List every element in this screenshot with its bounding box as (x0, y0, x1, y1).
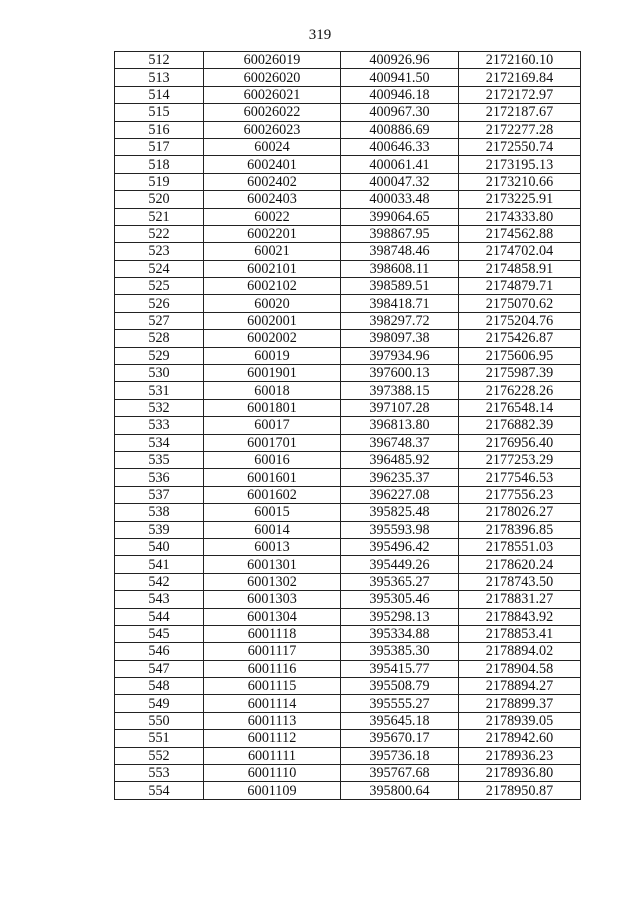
x-coordinate-cell: 398608.11 (341, 260, 459, 277)
row-index-cell: 551 (115, 730, 204, 747)
point-id-cell: 60026019 (204, 52, 341, 69)
point-id-cell: 60013 (204, 538, 341, 555)
table-row (115, 643, 581, 660)
row-index-cell: 554 (115, 782, 204, 799)
point-id-cell: 60018 (204, 382, 341, 399)
x-coordinate-cell: 395415.77 (341, 660, 459, 677)
x-coordinate-cell: 395496.42 (341, 538, 459, 555)
x-coordinate-cell: 396235.37 (341, 469, 459, 486)
y-coordinate-cell: 2172169.84 (459, 69, 581, 86)
x-coordinate-cell: 395593.98 (341, 521, 459, 538)
point-id-cell: 6001304 (204, 608, 341, 625)
table-row (115, 730, 581, 747)
x-coordinate-cell: 398097.38 (341, 330, 459, 347)
point-id-cell: 6002101 (204, 260, 341, 277)
point-id-cell: 6001302 (204, 573, 341, 590)
x-coordinate-cell: 395385.30 (341, 643, 459, 660)
table-row (115, 556, 581, 573)
y-coordinate-cell: 2178899.37 (459, 695, 581, 712)
x-coordinate-cell: 397388.15 (341, 382, 459, 399)
y-coordinate-cell: 2177253.29 (459, 451, 581, 468)
table-row (115, 382, 581, 399)
x-coordinate-cell: 397600.13 (341, 365, 459, 382)
point-id-cell: 60021 (204, 243, 341, 260)
row-index-cell: 546 (115, 643, 204, 660)
point-id-cell: 6001116 (204, 660, 341, 677)
y-coordinate-cell: 2173225.91 (459, 191, 581, 208)
x-coordinate-cell: 396227.08 (341, 486, 459, 503)
x-coordinate-cell: 398589.51 (341, 278, 459, 295)
point-id-cell: 60026022 (204, 104, 341, 121)
x-coordinate-cell: 399064.65 (341, 208, 459, 225)
y-coordinate-cell: 2172187.67 (459, 104, 581, 121)
point-id-cell: 60017 (204, 417, 341, 434)
y-coordinate-cell: 2177556.23 (459, 486, 581, 503)
table-row (115, 208, 581, 225)
row-index-cell: 523 (115, 243, 204, 260)
y-coordinate-cell: 2176548.14 (459, 399, 581, 416)
point-id-cell: 60014 (204, 521, 341, 538)
y-coordinate-cell: 2178620.24 (459, 556, 581, 573)
point-id-cell: 6001112 (204, 730, 341, 747)
table-row (115, 312, 581, 329)
y-coordinate-cell: 2174858.91 (459, 260, 581, 277)
row-index-cell: 514 (115, 86, 204, 103)
x-coordinate-cell: 395767.68 (341, 765, 459, 782)
x-coordinate-cell: 400886.69 (341, 121, 459, 138)
y-coordinate-cell: 2172160.10 (459, 52, 581, 69)
point-id-cell: 60024 (204, 138, 341, 155)
point-id-cell: 60019 (204, 347, 341, 364)
x-coordinate-cell: 400946.18 (341, 86, 459, 103)
y-coordinate-cell: 2178843.92 (459, 608, 581, 625)
y-coordinate-cell: 2178743.50 (459, 573, 581, 590)
point-id-cell: 6002102 (204, 278, 341, 295)
table-row (115, 173, 581, 190)
table-row (115, 573, 581, 590)
coordinates-table-body (115, 52, 581, 800)
point-id-cell: 6001111 (204, 747, 341, 764)
row-index-cell: 545 (115, 625, 204, 642)
row-index-cell: 550 (115, 712, 204, 729)
y-coordinate-cell: 2178853.41 (459, 625, 581, 642)
table-row (115, 434, 581, 451)
x-coordinate-cell: 398297.72 (341, 312, 459, 329)
y-coordinate-cell: 2173210.66 (459, 173, 581, 190)
table-row (115, 504, 581, 521)
table-row (115, 678, 581, 695)
row-index-cell: 544 (115, 608, 204, 625)
table-row (115, 765, 581, 782)
x-coordinate-cell: 396485.92 (341, 451, 459, 468)
x-coordinate-cell: 400061.41 (341, 156, 459, 173)
table-row (115, 121, 581, 138)
row-index-cell: 532 (115, 399, 204, 416)
row-index-cell: 519 (115, 173, 204, 190)
table-row (115, 278, 581, 295)
point-id-cell: 6001110 (204, 765, 341, 782)
x-coordinate-cell: 395670.17 (341, 730, 459, 747)
table-row (115, 69, 581, 86)
row-index-cell: 553 (115, 765, 204, 782)
x-coordinate-cell: 400047.32 (341, 173, 459, 190)
table-row (115, 608, 581, 625)
point-id-cell: 60026023 (204, 121, 341, 138)
point-id-cell: 6001118 (204, 625, 341, 642)
point-id-cell: 6002201 (204, 225, 341, 242)
point-id-cell: 6001701 (204, 434, 341, 451)
table-row (115, 156, 581, 173)
point-id-cell: 6001114 (204, 695, 341, 712)
y-coordinate-cell: 2178396.85 (459, 521, 581, 538)
row-index-cell: 513 (115, 69, 204, 86)
point-id-cell: 6001109 (204, 782, 341, 799)
y-coordinate-cell: 2178026.27 (459, 504, 581, 521)
row-index-cell: 549 (115, 695, 204, 712)
x-coordinate-cell: 397934.96 (341, 347, 459, 364)
table-row (115, 660, 581, 677)
y-coordinate-cell: 2178936.23 (459, 747, 581, 764)
table-row (115, 138, 581, 155)
point-id-cell: 6002401 (204, 156, 341, 173)
y-coordinate-cell: 2178894.02 (459, 643, 581, 660)
point-id-cell: 6001901 (204, 365, 341, 382)
y-coordinate-cell: 2174333.80 (459, 208, 581, 225)
row-index-cell: 538 (115, 504, 204, 521)
x-coordinate-cell: 395736.18 (341, 747, 459, 764)
row-index-cell: 533 (115, 417, 204, 434)
y-coordinate-cell: 2173195.13 (459, 156, 581, 173)
x-coordinate-cell: 395449.26 (341, 556, 459, 573)
point-id-cell: 6001801 (204, 399, 341, 416)
row-index-cell: 542 (115, 573, 204, 590)
row-index-cell: 535 (115, 451, 204, 468)
y-coordinate-cell: 2174702.04 (459, 243, 581, 260)
row-index-cell: 516 (115, 121, 204, 138)
y-coordinate-cell: 2174562.88 (459, 225, 581, 242)
y-coordinate-cell: 2178894.27 (459, 678, 581, 695)
table-row (115, 747, 581, 764)
x-coordinate-cell: 395645.18 (341, 712, 459, 729)
table-row (115, 86, 581, 103)
x-coordinate-cell: 396748.37 (341, 434, 459, 451)
x-coordinate-cell: 400941.50 (341, 69, 459, 86)
x-coordinate-cell: 397107.28 (341, 399, 459, 416)
point-id-cell: 6001602 (204, 486, 341, 503)
row-index-cell: 548 (115, 678, 204, 695)
row-index-cell: 528 (115, 330, 204, 347)
x-coordinate-cell: 398867.95 (341, 225, 459, 242)
y-coordinate-cell: 2178904.58 (459, 660, 581, 677)
point-id-cell: 6001113 (204, 712, 341, 729)
row-index-cell: 515 (115, 104, 204, 121)
point-id-cell: 60020 (204, 295, 341, 312)
point-id-cell: 60026020 (204, 69, 341, 86)
table-row (115, 295, 581, 312)
point-id-cell: 60026021 (204, 86, 341, 103)
row-index-cell: 531 (115, 382, 204, 399)
point-id-cell: 6002001 (204, 312, 341, 329)
row-index-cell: 521 (115, 208, 204, 225)
row-index-cell: 526 (115, 295, 204, 312)
row-index-cell: 529 (115, 347, 204, 364)
row-index-cell: 536 (115, 469, 204, 486)
point-id-cell: 60016 (204, 451, 341, 468)
y-coordinate-cell: 2176956.40 (459, 434, 581, 451)
page-number: 319 (308, 27, 332, 43)
y-coordinate-cell: 2176882.39 (459, 417, 581, 434)
row-index-cell: 547 (115, 660, 204, 677)
row-index-cell: 540 (115, 538, 204, 555)
row-index-cell: 539 (115, 521, 204, 538)
y-coordinate-cell: 2172550.74 (459, 138, 581, 155)
table-row (115, 417, 581, 434)
x-coordinate-cell: 395365.27 (341, 573, 459, 590)
point-id-cell: 6002403 (204, 191, 341, 208)
y-coordinate-cell: 2178551.03 (459, 538, 581, 555)
row-index-cell: 543 (115, 591, 204, 608)
point-id-cell: 6001601 (204, 469, 341, 486)
table-row (115, 104, 581, 121)
x-coordinate-cell: 400926.96 (341, 52, 459, 69)
y-coordinate-cell: 2174879.71 (459, 278, 581, 295)
table-row (115, 451, 581, 468)
point-id-cell: 6001115 (204, 678, 341, 695)
x-coordinate-cell: 398748.46 (341, 243, 459, 260)
y-coordinate-cell: 2176228.26 (459, 382, 581, 399)
x-coordinate-cell: 400967.30 (341, 104, 459, 121)
row-index-cell: 522 (115, 225, 204, 242)
table-row (115, 330, 581, 347)
row-index-cell: 517 (115, 138, 204, 155)
x-coordinate-cell: 395555.27 (341, 695, 459, 712)
table-row (115, 782, 581, 799)
table-row (115, 591, 581, 608)
x-coordinate-cell: 395298.13 (341, 608, 459, 625)
table-row (115, 365, 581, 382)
point-id-cell: 6001303 (204, 591, 341, 608)
row-index-cell: 525 (115, 278, 204, 295)
table-row (115, 191, 581, 208)
row-index-cell: 530 (115, 365, 204, 382)
point-id-cell: 6002402 (204, 173, 341, 190)
table-row (115, 712, 581, 729)
row-index-cell: 537 (115, 486, 204, 503)
row-index-cell: 512 (115, 52, 204, 69)
point-id-cell: 6001301 (204, 556, 341, 573)
x-coordinate-cell: 398418.71 (341, 295, 459, 312)
y-coordinate-cell: 2175987.39 (459, 365, 581, 382)
y-coordinate-cell: 2178939.05 (459, 712, 581, 729)
y-coordinate-cell: 2172277.28 (459, 121, 581, 138)
y-coordinate-cell: 2175204.76 (459, 312, 581, 329)
row-index-cell: 541 (115, 556, 204, 573)
x-coordinate-cell: 400646.33 (341, 138, 459, 155)
row-index-cell: 534 (115, 434, 204, 451)
x-coordinate-cell: 396813.80 (341, 417, 459, 434)
row-index-cell: 520 (115, 191, 204, 208)
point-id-cell: 60015 (204, 504, 341, 521)
x-coordinate-cell: 395305.46 (341, 591, 459, 608)
table-row (115, 260, 581, 277)
y-coordinate-cell: 2177546.53 (459, 469, 581, 486)
y-coordinate-cell: 2178831.27 (459, 591, 581, 608)
y-coordinate-cell: 2178950.87 (459, 782, 581, 799)
y-coordinate-cell: 2178942.60 (459, 730, 581, 747)
row-index-cell: 527 (115, 312, 204, 329)
table-row (115, 225, 581, 242)
point-id-cell: 60022 (204, 208, 341, 225)
table-row (115, 486, 581, 503)
table-row (115, 399, 581, 416)
point-id-cell: 6002002 (204, 330, 341, 347)
y-coordinate-cell: 2175070.62 (459, 295, 581, 312)
table-row (115, 52, 581, 69)
row-index-cell: 552 (115, 747, 204, 764)
x-coordinate-cell: 395508.79 (341, 678, 459, 695)
table-row (115, 521, 581, 538)
x-coordinate-cell: 400033.48 (341, 191, 459, 208)
table-row (115, 695, 581, 712)
table-row (115, 469, 581, 486)
table-row (115, 538, 581, 555)
table-row (115, 243, 581, 260)
x-coordinate-cell: 395800.64 (341, 782, 459, 799)
coordinates-table (114, 51, 581, 800)
y-coordinate-cell: 2175426.87 (459, 330, 581, 347)
y-coordinate-cell: 2172172.97 (459, 86, 581, 103)
point-id-cell: 6001117 (204, 643, 341, 660)
x-coordinate-cell: 395334.88 (341, 625, 459, 642)
y-coordinate-cell: 2175606.95 (459, 347, 581, 364)
x-coordinate-cell: 395825.48 (341, 504, 459, 521)
y-coordinate-cell: 2178936.80 (459, 765, 581, 782)
row-index-cell: 524 (115, 260, 204, 277)
row-index-cell: 518 (115, 156, 204, 173)
table-row (115, 625, 581, 642)
table-row (115, 347, 581, 364)
